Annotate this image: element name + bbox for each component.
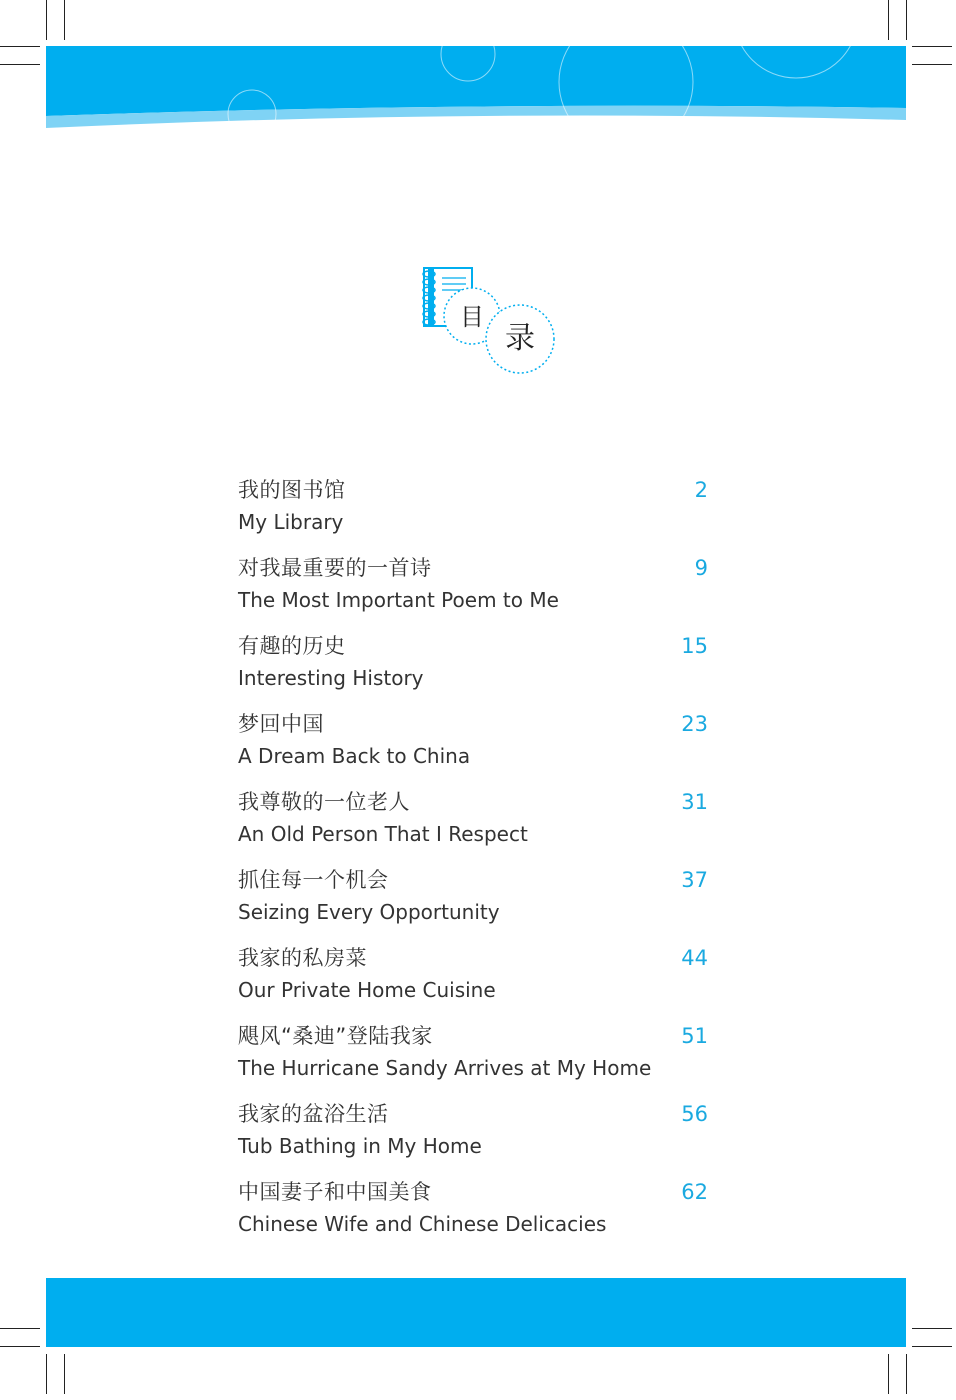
toc-title-zh: 我家的私房菜 bbox=[238, 946, 367, 970]
bottom-banner bbox=[46, 1278, 906, 1347]
contents-heading bbox=[418, 262, 558, 378]
toc-entry[interactable] bbox=[238, 1178, 708, 1256]
toc-page-number: 51 bbox=[681, 1024, 708, 1048]
heading-char-2: 录 bbox=[505, 321, 535, 356]
top-banner bbox=[46, 46, 906, 128]
toc-title-zh: 对我最重要的一首诗 bbox=[238, 556, 432, 580]
toc-title-en: Tub Bathing in My Home bbox=[238, 1134, 482, 1158]
toc-page-number: 2 bbox=[694, 478, 708, 502]
toc-entry[interactable] bbox=[238, 944, 708, 1022]
toc-title-en: Seizing Every Opportunity bbox=[238, 900, 500, 924]
toc-page-number: 23 bbox=[681, 712, 708, 736]
toc-page-number: 31 bbox=[681, 790, 708, 814]
toc-title-en: The Most Important Poem to Me bbox=[238, 588, 559, 612]
toc-entry[interactable] bbox=[238, 710, 708, 788]
toc-title-zh: 我家的盆浴生活 bbox=[238, 1102, 389, 1126]
toc-title-en: The Hurricane Sandy Arrives at My Home bbox=[238, 1056, 652, 1080]
toc-title-zh: 抓住每一个机会 bbox=[238, 868, 389, 892]
toc-title-zh: 我尊敬的一位老人 bbox=[238, 790, 410, 814]
toc-title-en: An Old Person That I Respect bbox=[238, 822, 528, 846]
toc-entry[interactable] bbox=[238, 788, 708, 866]
toc-title-en: Our Private Home Cuisine bbox=[238, 978, 496, 1002]
heading-circles bbox=[418, 262, 558, 378]
toc-page-number: 15 bbox=[681, 634, 708, 658]
toc-title-en: Chinese Wife and Chinese Delicacies bbox=[238, 1212, 607, 1236]
toc-entry[interactable] bbox=[238, 1100, 708, 1178]
toc-entry[interactable] bbox=[238, 632, 708, 710]
toc-entry[interactable] bbox=[238, 1022, 708, 1100]
toc-title-en: A Dream Back to China bbox=[238, 744, 471, 768]
toc-page-number: 62 bbox=[681, 1180, 708, 1204]
toc-title-en: My Library bbox=[238, 510, 344, 534]
heading-char-1: 目 bbox=[460, 303, 484, 331]
toc-entry[interactable] bbox=[238, 476, 708, 554]
toc-title-zh: 有趣的历史 bbox=[238, 634, 346, 658]
toc-title-zh: 中国妻子和中国美食 bbox=[238, 1180, 432, 1204]
toc-entry[interactable] bbox=[238, 554, 708, 632]
toc-page-number: 44 bbox=[681, 946, 708, 970]
toc-entry[interactable] bbox=[238, 866, 708, 944]
toc-title-zh: 飓风“桑迪”登陆我家 bbox=[238, 1024, 433, 1048]
toc-title-zh: 梦回中国 bbox=[238, 712, 324, 736]
table-of-contents bbox=[238, 476, 708, 1256]
toc-page-number: 9 bbox=[694, 556, 708, 580]
toc-title-zh: 我的图书馆 bbox=[238, 478, 346, 502]
toc-page-number: 56 bbox=[681, 1102, 708, 1126]
toc-page-number: 37 bbox=[681, 868, 708, 892]
toc-title-en: Interesting History bbox=[238, 666, 424, 690]
